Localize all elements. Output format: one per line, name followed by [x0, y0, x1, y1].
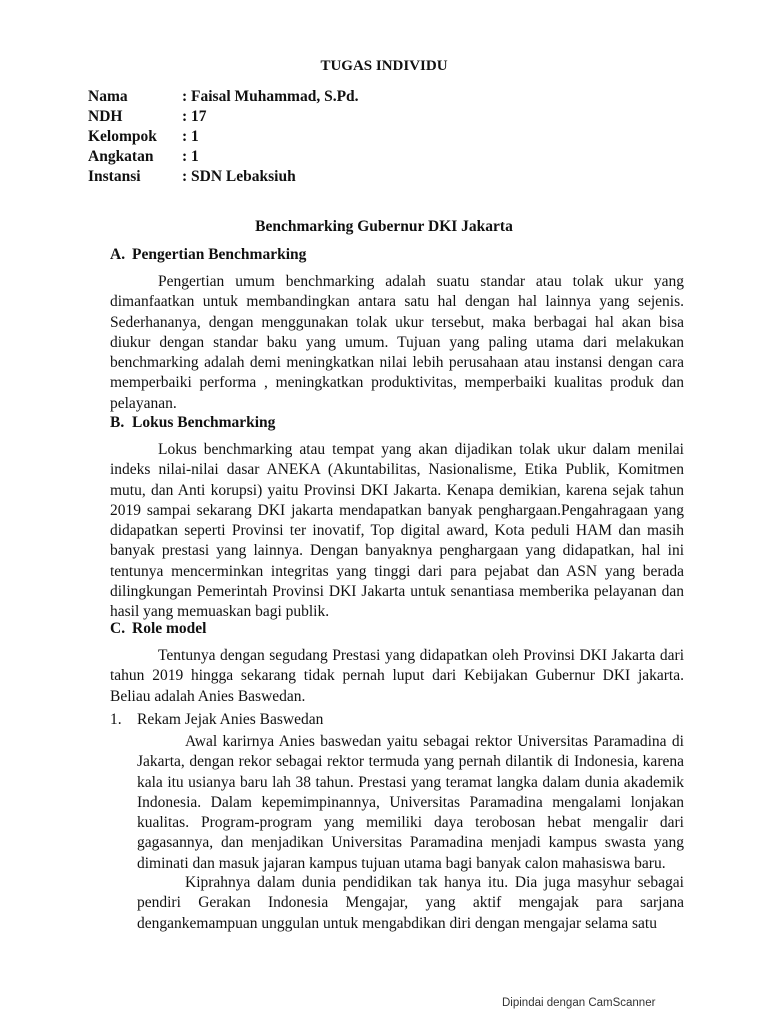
list-paragraph-2	[137, 873, 684, 934]
section-c-heading	[110, 620, 206, 638]
section-b-heading	[110, 414, 275, 432]
main-heading: Benchmarking Gubernur DKI Jakarta	[255, 218, 513, 235]
info-row-instansi	[88, 167, 359, 187]
info-row-nama	[88, 87, 359, 107]
info-value: : 1	[182, 148, 199, 165]
scanner-watermark: Dipindai dengan CamScanner	[502, 997, 656, 1009]
document-title: TUGAS INDIVIDU	[320, 58, 448, 74]
paragraph-text: Pengertian umum benchmarking adalah suatu standar atau tolak ukur yang dimanfaatkan untuk membandingkan antara satu hal dengan hal lainnya yang sejenis. Sederhananya, dengan menggunakan tolak ukur tersebut, maka berbagai hal akan bisa diukur dengan standar baku yang umum. Tujuan yang paling utama dari melakukan benchmarking adalah demi meningkatkan nilai lebih perusahaan atau instansi dengan cara memperbaiki performa , meningkatkan produktivitas, memperbaiki kualitas produk dan pelayanan.	[110, 273, 684, 412]
info-row-kelompok	[88, 127, 359, 147]
info-value: : Faisal Muhammad, S.Pd.	[182, 88, 359, 105]
section-letter: B.	[110, 414, 125, 431]
list-title: Rekam Jejak Anies Baswedan	[137, 711, 324, 728]
section-title: Lokus Benchmarking	[132, 414, 276, 431]
info-label: Instansi	[88, 168, 141, 185]
info-value: : 1	[182, 128, 199, 145]
list-paragraph-1	[137, 732, 684, 874]
paragraph-text: Lokus benchmarking atau tempat yang akan dijadikan tolak ukur dalam menilai indeks nilai-nilai dasar ANEKA (Akuntabilitas, Nasionalisme, Etika Publik, Komitmen mutu, dan Anti korupsi) yaitu Provinsi DKI Jakarta. Kenapa demikian, karena sejak tahun 2019 sampai sekarang DKI jakarta mendapatkan banyak penghargaan.Pengahragaan yang didapatkan seperti Provinsi ter inovatif, Top digital award, Kota peduli HAM dan masih banyak prestasi yang lainnya. Dengan banyaknya penghargaan yang didapatkan, hal ini tentunya mencerminkan integritas yang tinggi dari para pejabat dan ASN yang berada dilingkungan Pemerintah Provinsi DKI Jakarta untuk senantiasa memberika pelayanan dan hasil yang memuaskan bagi publik.	[110, 441, 684, 621]
info-value: : 17	[182, 108, 207, 125]
section-title: Role model	[132, 620, 207, 637]
paragraph-text: Tentunya dengan segudang Prestasi yang didapatkan oleh Provinsi DKI Jakarta dari tahun 2019 hingga sekarang tidak pernah luput dari Kebijakan Gubernur DKI jakarta. Beliau adalah Anies Baswedan.	[110, 647, 684, 705]
section-b-paragraph	[110, 440, 684, 623]
info-label: Kelompok	[88, 128, 157, 145]
info-row-angkatan	[88, 147, 359, 167]
info-label: Nama	[88, 88, 128, 105]
section-a-paragraph	[110, 272, 684, 414]
section-letter: A.	[110, 246, 126, 263]
list-item-heading	[110, 711, 323, 729]
section-title: Pengertian Benchmarking	[132, 246, 307, 263]
info-value: : SDN Lebaksiuh	[182, 168, 296, 185]
identity-block	[88, 87, 359, 187]
section-a-heading	[110, 246, 306, 264]
info-label: Angkatan	[88, 148, 154, 165]
info-row-ndh	[88, 107, 359, 127]
section-letter: C.	[110, 620, 126, 637]
list-number: 1.	[110, 711, 122, 728]
paragraph-text: Awal karirnya Anies baswedan yaitu sebagai rektor Universitas Paramadina di Jakarta, dengan rekor sebagai rektor termuda yang pernah dilantik di Indonesia, karena kala itu usianya baru lah 38 tahun. Prestasi yang teramat langka dalam dunia akademik Indonesia. Dalam kepemimpinannya, Universitas Paramadina mengalami lonjakan kualitas. Program-program yang memiliki daya terobosan hebat mengalir dari gagasannya, dan menjadikan Universitas Paramadina menjadi kampus swasta yang diminati dan masuk jajaran kampus tujuan utama bagi banyak calon mahasiswa baru.	[137, 733, 684, 872]
section-c-paragraph	[110, 646, 684, 707]
info-label: NDH	[88, 108, 123, 125]
paragraph-text: Kiprahnya dalam dunia pendidikan tak hanya itu. Dia juga masyhur sebagai pendiri Gerakan Indonesia Mengajar, yang aktif mengajak para sarjana dengankemampuan unggulan untuk mengabdikan diri dengan mengajar selama satu	[137, 874, 684, 932]
